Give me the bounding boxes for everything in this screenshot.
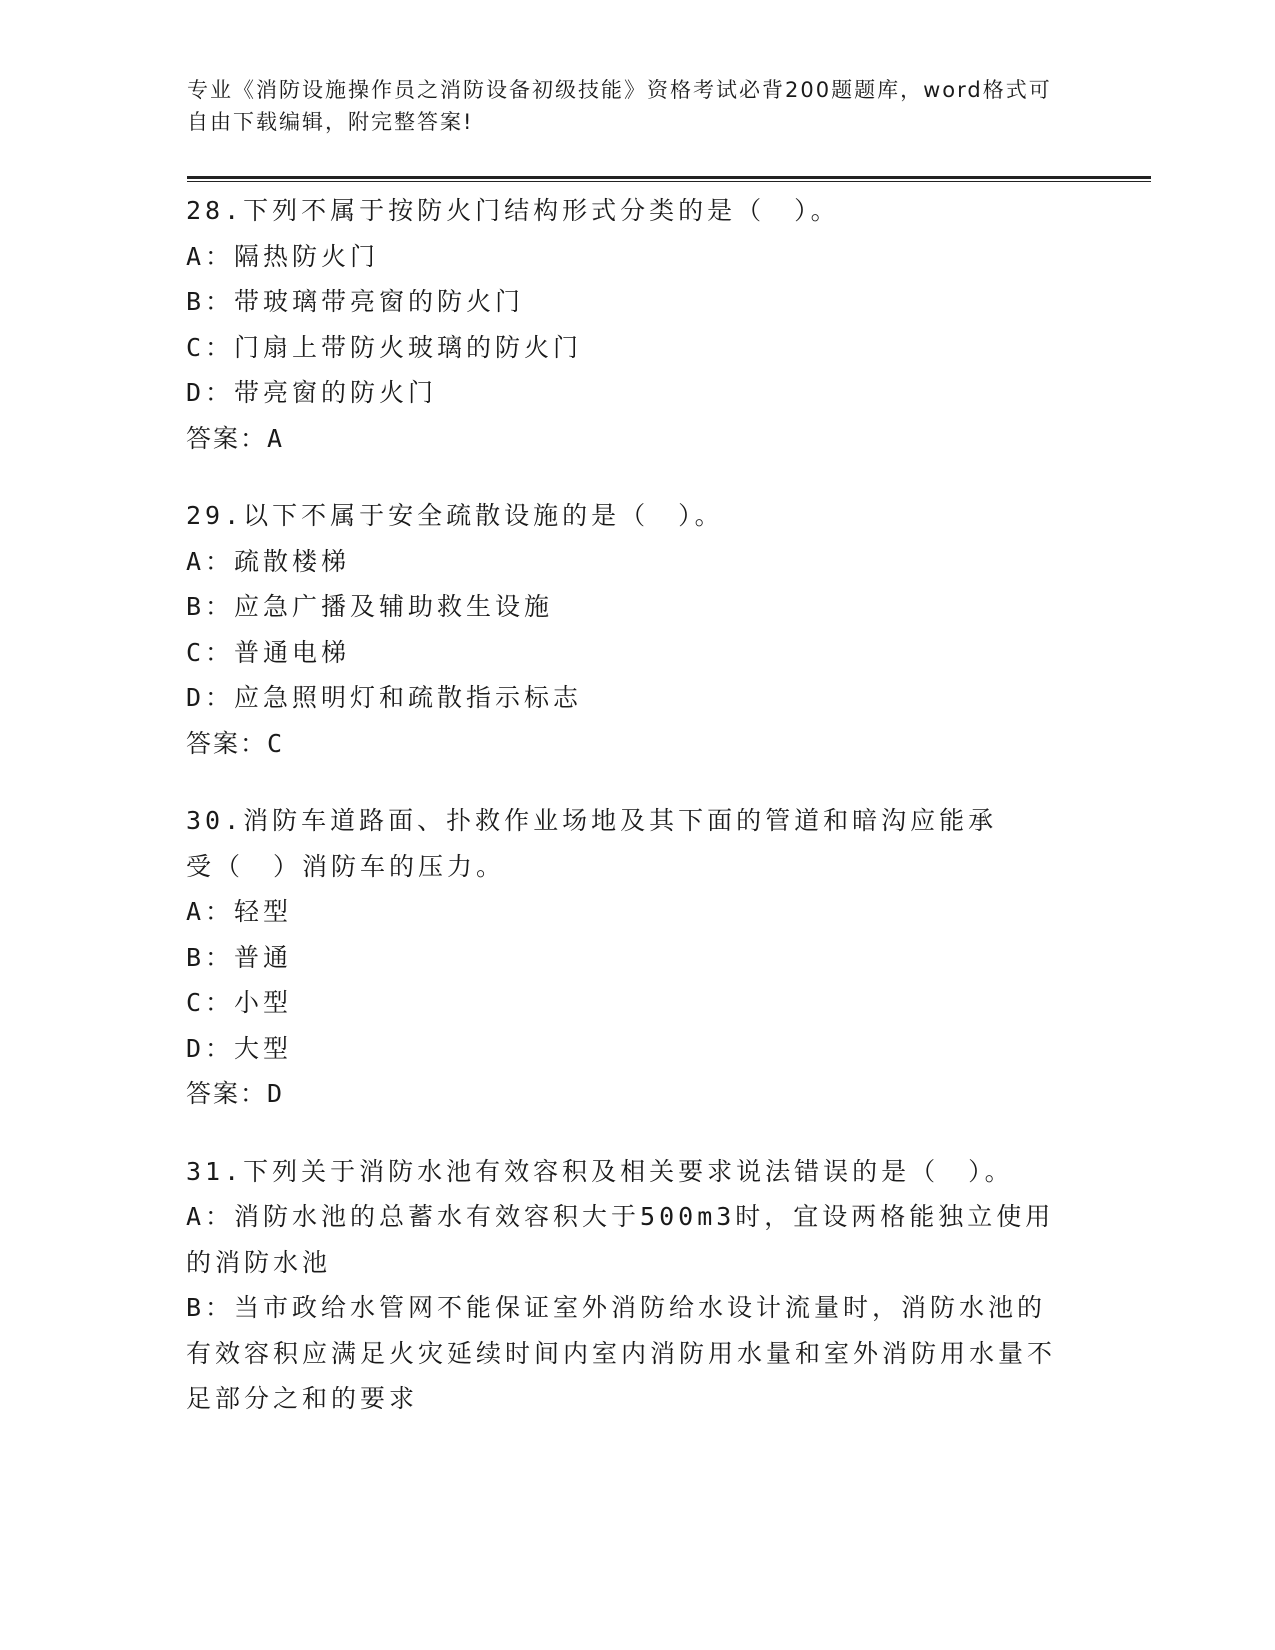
header-rule-thick [187, 176, 1151, 179]
answer-label: 答案： [186, 1079, 268, 1108]
option-b: B：普通 [186, 942, 293, 972]
answer-line [186, 721, 1086, 767]
option-c: C：普通电梯 [186, 637, 351, 667]
option-d: D：大型 [186, 1033, 293, 1063]
question-stem: 30.消防车道路面、扑救作业场地及其下面的管道和暗沟应能承受（ ）消防车的压力。 [186, 806, 998, 881]
answer-value: D [267, 1079, 285, 1108]
document-header: 专业《消防设施操作员之消防设备初级技能》资格考试必背200题题库，word格式可自由下载编辑，附完整答案! [187, 78, 1052, 134]
question-29 [186, 493, 1086, 766]
option-a: A：消防水池的总蓄水有效容积大于500m3时，宜设两格能独立使用的消防水池 [186, 1202, 1055, 1277]
option-b: B：应急广播及辅助救生设施 [186, 592, 554, 621]
question-stem: 29.以下不属于安全疏散设施的是（ ）。 [186, 501, 724, 530]
option-a: A：隔热防火门 [186, 241, 380, 271]
question-list [186, 188, 1086, 1454]
answer-line [186, 416, 1086, 462]
option-a: A：轻型 [186, 897, 293, 926]
answer-label: 答案： [186, 728, 268, 758]
answer-label: 答案： [186, 423, 268, 453]
option-d: D：应急照明灯和疏散指示标志 [186, 683, 583, 712]
option-d: D：带亮窗的防火门 [186, 378, 438, 407]
question-31 [186, 1149, 1086, 1422]
question-30 [186, 798, 1086, 1117]
header-rule-thin [187, 181, 1151, 182]
question-28 [186, 188, 1086, 461]
answer-line [186, 1071, 1086, 1117]
answer-value: C [267, 728, 285, 758]
answer-value: A [267, 423, 285, 453]
question-stem: 28.下列不属于按防火门结构形式分类的是（ ）。 [186, 196, 840, 225]
option-b: B：当市政给水管网不能保证室外消防给水设计流量时，消防水池的有效容积应满足火灾延续时间内室内消防用水量和室外消防用水量不足部分之和的要求 [186, 1293, 1057, 1413]
option-c: C：门扇上带防火玻璃的防火门 [186, 332, 583, 362]
option-a: A：疏散楼梯 [186, 546, 351, 576]
option-c: C：小型 [186, 988, 293, 1017]
option-b: B：带玻璃带亮窗的防火门 [186, 287, 525, 316]
question-stem: 31.下列关于消防水池有效容积及相关要求说法错误的是（ ）。 [186, 1156, 1014, 1186]
